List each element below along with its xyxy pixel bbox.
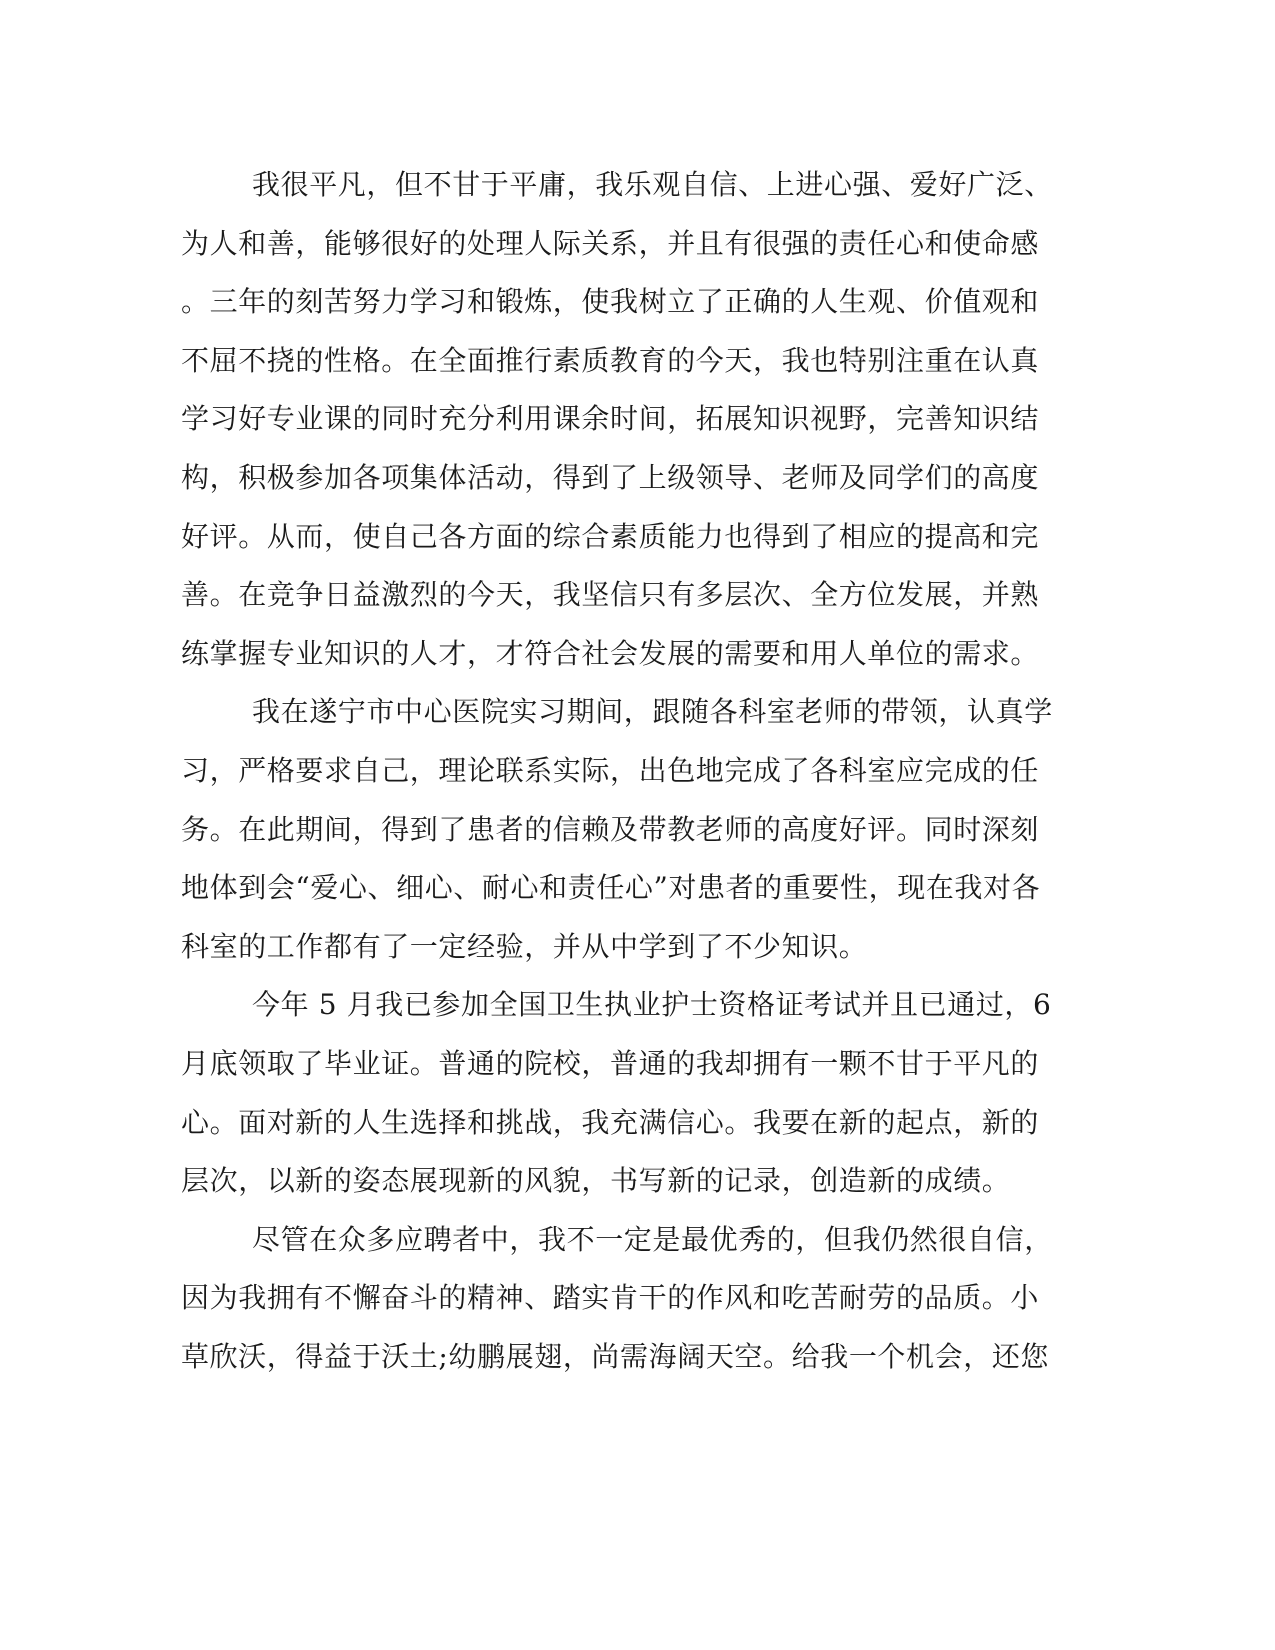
text-line: 。三年的刻苦努力学习和锻炼，使我树立了正确的人生观、价值观和	[181, 285, 1040, 319]
text-line: 科室的工作都有了一定经验，并从中学到了不少知识。	[181, 929, 868, 963]
text-line: 练掌握专业知识的人才，才符合社会发展的需要和用人单位的需求。	[181, 636, 1040, 670]
body-text	[181, 162, 1053, 1392]
text-line: 我很平凡，但不甘于平庸，我乐观自信、上进心强、爱好广泛、	[252, 168, 1053, 201]
text-line: 心。面对新的人生选择和挑战，我充满信心。我要在新的起点，新的	[181, 1105, 1040, 1139]
text-line: 草欣沃，得益于沃土;幼鹏展翅，尚需海阔天空。给我一个机会，还您	[181, 1339, 1050, 1373]
text-line: 因为我拥有不懈奋斗的精神、踏实肯干的作风和吃苦耐劳的品质。小	[181, 1281, 1040, 1315]
text-line: 不屈不挠的性格。在全面推行素质教育的今天，我也特别注重在认真	[181, 343, 1040, 377]
text-line: 层次，以新的姿态展现新的风貌，书写新的记录，创造新的成绩。	[181, 1164, 1011, 1198]
text-line: 月底领取了毕业证。普通的院校，普通的我却拥有一颗不甘于平凡的	[181, 1046, 1040, 1080]
text-line: 善。在竞争日益激烈的今天，我坚信只有多层次、全方位发展，并熟	[181, 578, 1040, 612]
text-line: 地体到会“爱心、细心、耐心和责任心”对患者的重要性，现在我对各	[181, 871, 1041, 905]
text-line: 务。在此期间，得到了患者的信赖及带教老师的高度好评。同时深刻	[181, 812, 1040, 846]
text-line: 今年 5 月我已参加全国卫生执业护士资格证考试并且已通过，6	[252, 988, 1052, 1022]
text-line: 我在遂宁市中心医院实习期间，跟随各科室老师的带领，认真学	[252, 695, 1053, 729]
text-line: 好评。从而，使自己各方面的综合素质能力也得到了相应的提高和完	[181, 519, 1040, 553]
text-line: 尽管在众多应聘者中，我不一定是最优秀的，但我仍然很自信，	[252, 1222, 1053, 1256]
text-line: 构，积极参加各项集体活动，得到了上级领导、老师及同学们的高度	[181, 460, 1040, 494]
text-line: 学习好专业课的同时充分利用课余时间，拓展知识视野，完善知识结	[181, 402, 1040, 436]
text-line: 习，严格要求自己，理论联系实际，出色地完成了各科室应完成的任	[181, 753, 1040, 787]
text-line: 为人和善，能够很好的处理人际关系，并且有很强的责任心和使命感	[181, 226, 1040, 260]
